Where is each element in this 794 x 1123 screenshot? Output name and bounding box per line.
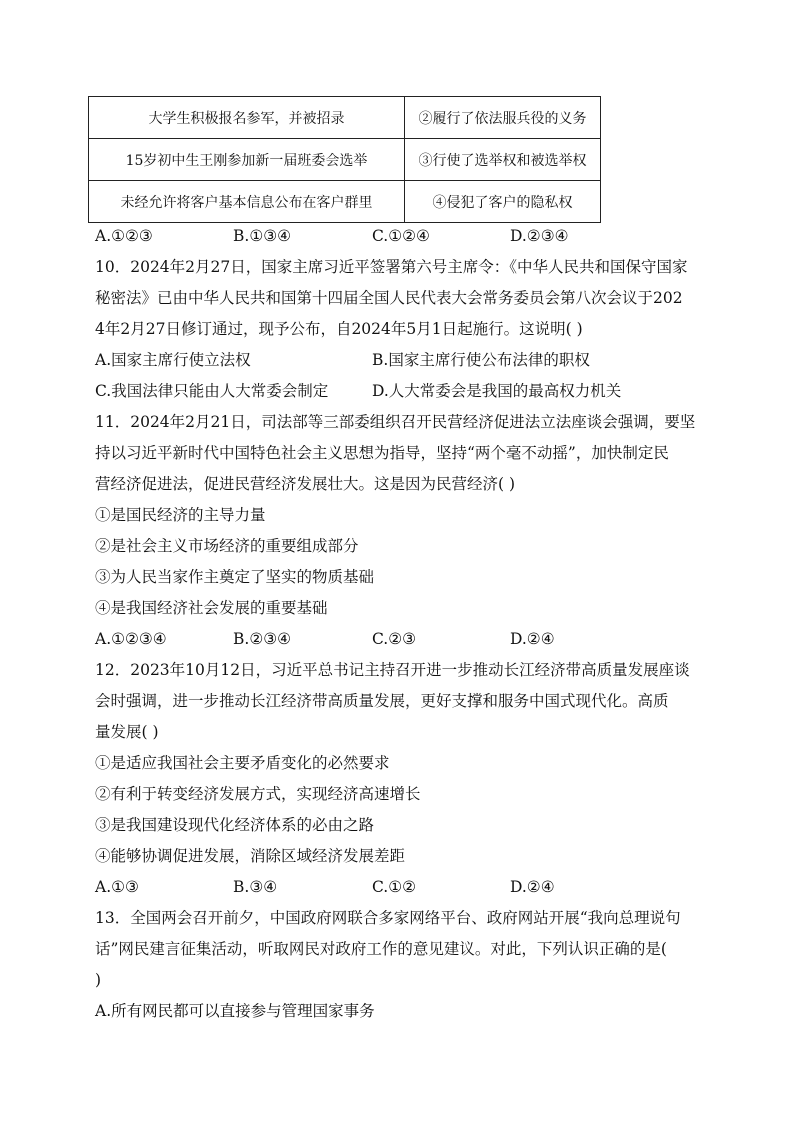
table-cell-conclusion: ③行使了选举权和被选举权 bbox=[405, 139, 601, 181]
q12-stem-line-2: 会时强调，进一步推动长江经济带高质量发展，更好支撑和服务中国式现代化。高质 bbox=[95, 692, 669, 710]
q12-option-b: B.③④ bbox=[233, 878, 278, 896]
q10-option-a: A.国家主席行使立法权 bbox=[95, 351, 251, 369]
q10-stem-line-2: 秘密法》已由中华人民共和国第十四届全国人民代表大会常务委员会第八次会议于202 bbox=[95, 289, 683, 307]
q12-item-2: ②有利于转变经济发展方式，实现经济高速增长 bbox=[95, 785, 421, 803]
q11-item-3: ③为人民当家作主奠定了坚实的物质基础 bbox=[95, 568, 375, 586]
matching-table bbox=[88, 96, 601, 223]
q10-option-b: B.国家主席行使公布法律的职权 bbox=[372, 351, 590, 369]
table-cell-example: 15岁初中生王刚参加新一届班委会选举 bbox=[89, 139, 405, 181]
table-row bbox=[89, 139, 601, 181]
table-cell-conclusion: ④侵犯了客户的隐私权 bbox=[405, 181, 601, 223]
q11-stem-line-3: 营经济促进法，促进民营经济发展壮大。这是因为民营经济( ) bbox=[95, 475, 516, 493]
q11-option-d: D.②④ bbox=[510, 630, 555, 648]
table-row bbox=[89, 181, 601, 223]
q11-option-b: B.②③④ bbox=[233, 630, 292, 648]
q12-item-3: ③是我国建设现代化经济体系的必由之路 bbox=[95, 816, 375, 834]
q11-option-a: A.①②③④ bbox=[95, 630, 167, 648]
q12-stem-line-1: 12．2023年10月12日，习近平总书记主持召开进一步推动长江经济带高质量发展座谈 bbox=[95, 661, 690, 679]
q11-item-1: ①是国民经济的主导力量 bbox=[95, 506, 266, 524]
q12-stem-line-3: 量发展( ) bbox=[95, 723, 159, 741]
q9-option-b: B.①③④ bbox=[233, 227, 292, 245]
q9-option-c: C.①②④ bbox=[372, 227, 430, 245]
table-cell-example: 未经允许将客户基本信息公布在客户群里 bbox=[89, 181, 405, 223]
q9-option-d: D.②③④ bbox=[510, 227, 569, 245]
q12-option-a: A.①③ bbox=[95, 878, 139, 896]
q12-option-c: C.①② bbox=[372, 878, 417, 896]
q11-item-4: ④是我国经济社会发展的重要基础 bbox=[95, 599, 328, 617]
q10-stem-line-3: 4年2月27日修订通过，现予公布，自2024年5月1日起施行。这说明( ) bbox=[95, 320, 583, 338]
q13-stem-line-1: 13．全国两会召开前夕，中国政府网联合多家网络平台、政府网站开展“我向总理说句 bbox=[95, 909, 681, 927]
q10-option-c: C.我国法律只能由人大常委会制定 bbox=[95, 382, 329, 400]
table-row bbox=[89, 97, 601, 139]
q13-option-a: A.所有网民都可以直接参与管理国家事务 bbox=[95, 1002, 375, 1020]
q13-stem-line-2: 话”网民建言征集活动，听取网民对政府工作的意见建议。对此，下列认识正确的是( bbox=[95, 940, 667, 958]
q10-stem-line-1: 10．2024年2月27日，国家主席习近平签署第六号主席令：《中华人民共和国保守国家 bbox=[95, 258, 688, 276]
q13-stem-line-3: ) bbox=[95, 971, 102, 989]
q11-option-c: C.②③ bbox=[372, 630, 417, 648]
q9-option-a: A.①②③ bbox=[95, 227, 153, 245]
q10-option-d: D.人大常委会是我国的最高权力机关 bbox=[372, 382, 622, 400]
q11-stem-line-1: 11．2024年2月21日，司法部等三部委组织召开民营经济促进法立法座谈会强调，要坚 bbox=[95, 413, 696, 431]
q11-stem-line-2: 持以习近平新时代中国特色社会主义思想为指导，坚持“两个毫不动摇”，加快制定民 bbox=[95, 444, 669, 462]
table-cell-conclusion: ②履行了依法服兵役的义务 bbox=[405, 97, 601, 139]
q11-item-2: ②是社会主义市场经济的重要组成部分 bbox=[95, 537, 359, 555]
q12-option-d: D.②④ bbox=[510, 878, 555, 896]
table-cell-example: 大学生积极报名参军，并被招录 bbox=[89, 97, 405, 139]
q12-item-1: ①是适应我国社会主要矛盾变化的必然要求 bbox=[95, 754, 390, 772]
q12-item-4: ④能够协调促进发展，消除区域经济发展差距 bbox=[95, 847, 406, 865]
